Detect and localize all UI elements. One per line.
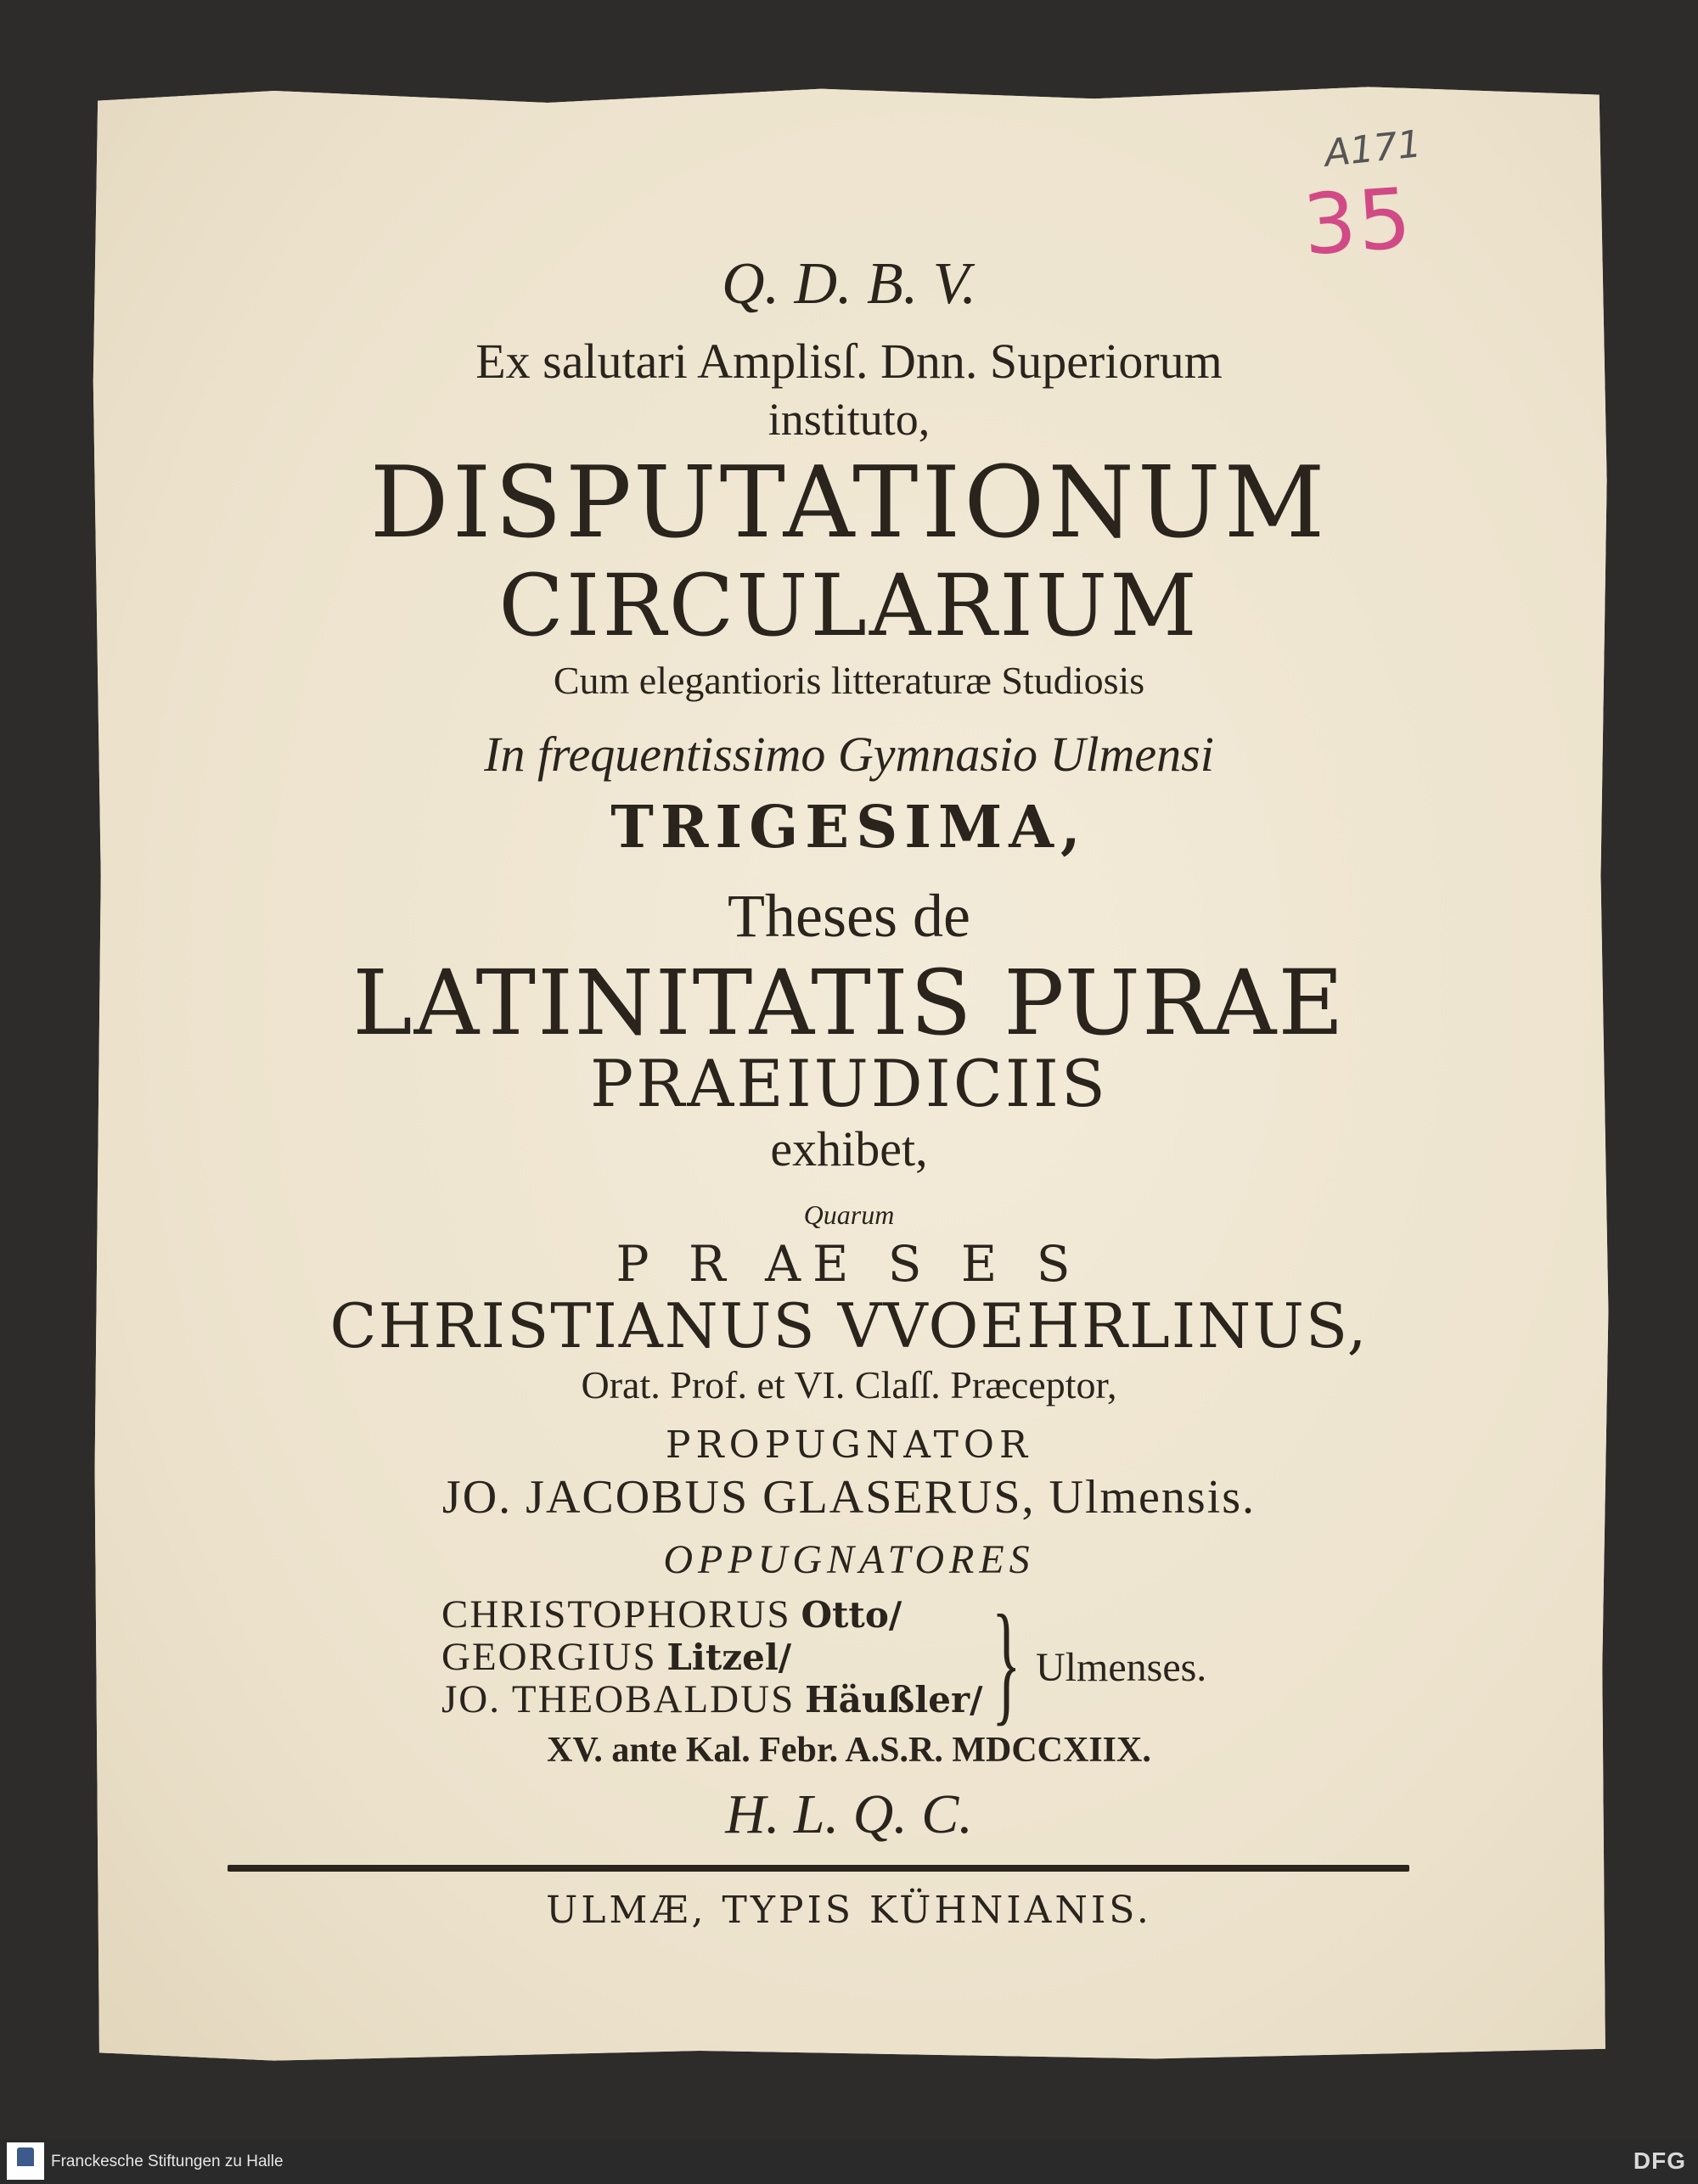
praeses-label: P R AE S E S [616, 1235, 1082, 1293]
propugnator-label: PROPUGNATOR [665, 1423, 1033, 1467]
oppugnator-row [441, 1634, 791, 1680]
latinitatis-line: LATINITATIS PURAE [352, 951, 1346, 1055]
hlqc-line: H. L. Q. C. [725, 1783, 973, 1845]
quarum-line: Quarum [803, 1199, 895, 1230]
pencil-shelfmark: A171 [1322, 122, 1424, 176]
oppugnator-family-name: Litzel/ [666, 1637, 792, 1678]
imprint-line: ULMÆ, TYPIS KÜHNIANIS. [546, 1889, 1152, 1932]
cum-line: Cum elegantioris litteraturæ Studiosis [553, 659, 1145, 702]
oppugnator-given-name: JO. THEOBALDUS [441, 1677, 796, 1721]
institution-name: Franckesche Stiftungen zu Halle [51, 2153, 284, 2170]
logo-mark-icon [17, 2148, 34, 2166]
oppugnator-row [441, 1592, 902, 1637]
praeses-name: CHRISTIANUS VVOEHRLINUS, [329, 1290, 1369, 1361]
date-line: XV. ante Kal. Febr. A.S.R. MDCCXIIX. [547, 1731, 1151, 1770]
oppugnatores-label: OPPUGNATORES [663, 1537, 1035, 1582]
oppugnator-given-name: GEORGIUS [441, 1635, 657, 1679]
oppugnator-row [441, 1676, 982, 1722]
divider-rule [228, 1865, 1409, 1872]
qdbv-line: Q. D. B. V. [721, 251, 977, 317]
intro-line: Ex salutari Amplisſ. Dnn. Superiorum [475, 334, 1223, 389]
title-disputationum: DISPUTATIONUM [369, 446, 1329, 560]
brace-glyph: } [992, 1586, 1021, 1738]
propugnator-name: JO. JACOBUS GLASERUS, Ulmensis. [441, 1471, 1257, 1524]
praeiudiciis-line: PRAEIUDICIIS [589, 1046, 1108, 1121]
oppugnatores-city: Ulmenses. [1036, 1645, 1207, 1690]
dfg-logo: DFG [1633, 2148, 1686, 2174]
trigesima-line: TRIGESIMA, [610, 794, 1088, 862]
oppugnator-family-name: Häußler/ [804, 1679, 983, 1721]
gymnasio-line: In frequentissimo Gymnasio Ulmensi [484, 727, 1214, 782]
oppugnator-family-name: Otto/ [801, 1594, 902, 1636]
exhibet-line: exhibet, [770, 1121, 928, 1176]
instituto-line: instituto, [767, 394, 931, 445]
theses-line: Theses de [728, 882, 970, 950]
praeses-title: Orat. Prof. et VI. Claſſ. Præceptor, [581, 1363, 1117, 1406]
title-circularium: CIRCULARIUM [498, 556, 1200, 655]
oppugnator-given-name: CHRISTOPHORUS [441, 1592, 791, 1637]
pink-handwritten-number: 35 [1300, 170, 1416, 275]
